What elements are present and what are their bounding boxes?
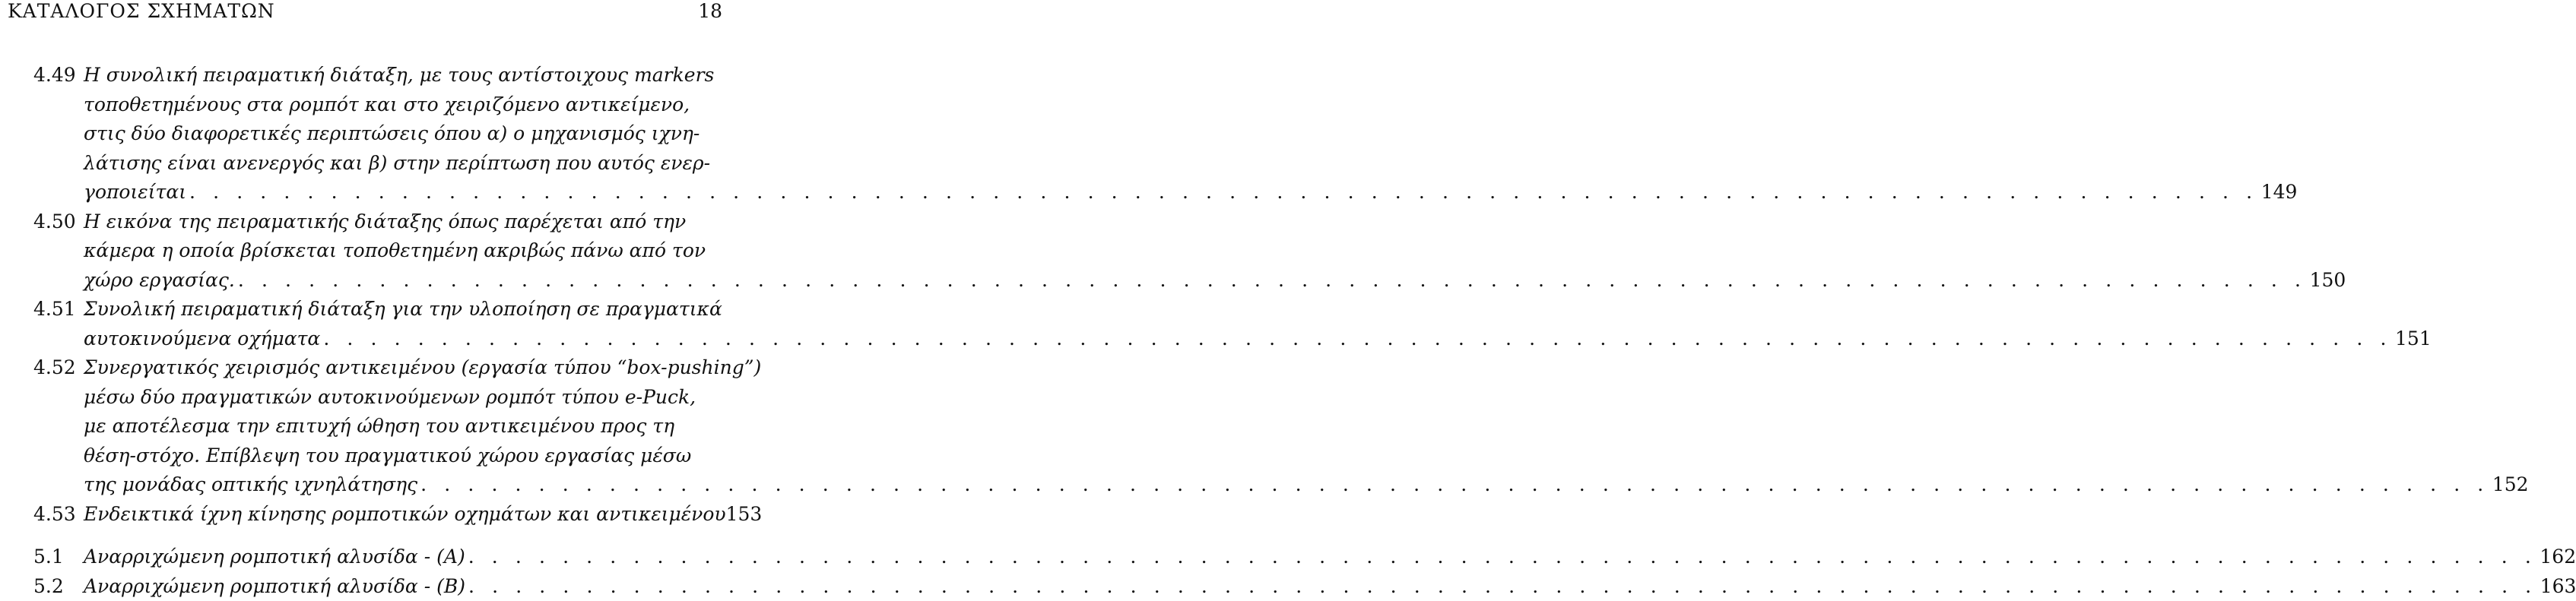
entry-caption: [84, 572, 2576, 601]
page-title: ΚΑΤΑΛΟΓΟΣ ΣΧΗΜΑΤΩΝ: [8, 0, 275, 22]
entry-caption: [84, 295, 2432, 353]
entry-caption: [84, 207, 2346, 296]
toc-entry[interactable]: [33, 61, 724, 207]
caption-line: με αποτέλεσμα την επιτυχή ώθηση του αντικειμένου προς τη: [84, 412, 2529, 441]
caption-line: κάμερα η οποία βρίσκεται τοποθετημένη ακριβώς πάνω από τον: [84, 236, 2346, 266]
caption-last-line: [84, 542, 2576, 572]
entry-number: 4.53: [33, 500, 84, 530]
entry-number: 4.52: [33, 353, 84, 383]
entry-page-link[interactable]: 150: [2310, 266, 2346, 296]
caption-line: λάτισης είναι ανενεργός και β) στην περίπτωση που αυτός ενερ-: [84, 149, 2297, 179]
dot-leader: [323, 324, 2392, 354]
caption-last-line: [84, 500, 762, 530]
caption-line: τοποθετημένους στα ρομπότ και στο χειριζόμενο αντικείμενο,: [84, 90, 2297, 120]
entry-page-link[interactable]: 163: [2540, 572, 2576, 601]
entry-caption: [84, 542, 2576, 572]
toc-entry[interactable]: [33, 572, 724, 601]
caption-last-line: [84, 266, 2346, 296]
caption-line: μέσω δύο πραγματικών αυτοκινούμενων ρομπότ τύπου e-Puck,: [84, 383, 2529, 413]
entry-page-link[interactable]: 162: [2540, 542, 2576, 572]
caption-line: Η εικόνα της πειραματικής διάταξης όπως παρέχεται από την: [84, 207, 2346, 237]
toc-entry[interactable]: [33, 295, 724, 353]
entry-caption: [84, 61, 2297, 207]
caption-line: Συνεργατικός χειρισμός αντικειμένου (εργασία τύπου “box-pushing”): [84, 353, 2529, 383]
entry-number: 5.1: [33, 542, 84, 572]
entry-page-link[interactable]: 153: [726, 500, 763, 530]
caption-line: στις δύο διαφορετικές περιπτώσεις όπου α) ο μηχανισμός ιχνη-: [84, 119, 2297, 149]
caption-last-line: [84, 572, 2576, 601]
caption-line: θέση-στόχο. Επίβλεψη του πραγματικού χώρου εργασίας μέσω: [84, 441, 2529, 471]
caption-line: χώρο εργασίας.: [84, 266, 235, 296]
page-header: [8, 0, 722, 26]
caption-last-line: [84, 324, 2432, 354]
toc-entry[interactable]: [33, 353, 724, 500]
entry-number: 4.49: [33, 61, 84, 90]
dot-leader: [420, 470, 2489, 500]
caption-line: γοποιείται: [84, 178, 186, 207]
page-number: 18: [698, 0, 722, 22]
chapter-separator: [33, 529, 724, 542]
caption-last-line: [84, 470, 2529, 500]
caption-line: αυτοκινούμενα οχήματα: [84, 324, 320, 354]
dot-leader: [468, 572, 2537, 601]
caption-line: Ενδεικτικά ίχνη κίνησης ρομποτικών οχημάτων και αντικειμένου: [84, 500, 726, 530]
toc-entry[interactable]: [33, 500, 724, 530]
caption-last-line: [84, 178, 2297, 207]
caption-line: της μονάδας οπτικής ιχνηλάτησης: [84, 470, 417, 500]
caption-line: Αναρριχώμενη ρομποτική αλυσίδα - (Α): [84, 542, 465, 572]
caption-line: Η συνολική πειραματική διάταξη, με τους αντίστοιχους markers: [84, 61, 2297, 90]
toc-entry[interactable]: [33, 207, 724, 296]
dot-leader: [189, 178, 2258, 207]
entry-caption: [84, 353, 2529, 500]
entry-number: 4.50: [33, 207, 84, 237]
entry-number: 5.2: [33, 572, 84, 601]
dot-leader: [468, 542, 2537, 572]
entry-page-link[interactable]: 151: [2395, 324, 2432, 354]
entry-page-link[interactable]: 149: [2261, 178, 2298, 207]
caption-line: Συνολική πειραματική διάταξη για την υλοποίηση σε πραγματικά: [84, 295, 2432, 324]
toc-entry[interactable]: [33, 542, 724, 572]
caption-line: Αναρριχώμενη ρομποτική αλυσίδα - (Β): [84, 572, 465, 601]
list-of-figures: [33, 61, 724, 601]
entry-number: 4.51: [33, 295, 84, 324]
entry-caption: [84, 500, 762, 530]
entry-page-link[interactable]: 152: [2492, 470, 2529, 500]
dot-leader: [238, 266, 2307, 296]
